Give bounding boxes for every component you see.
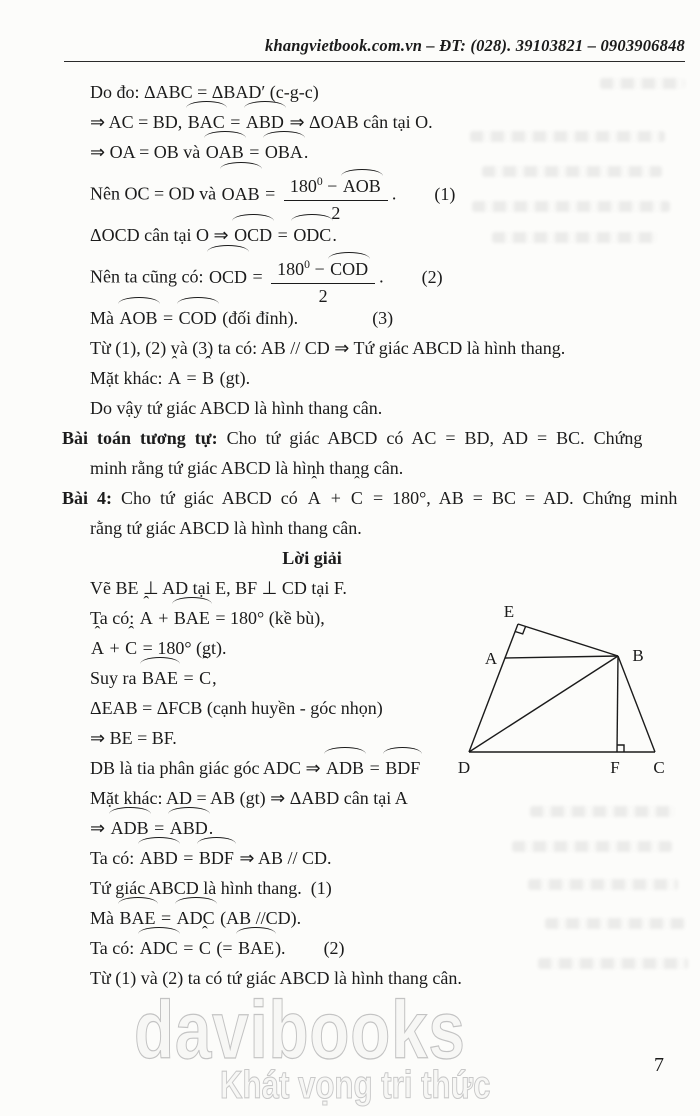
angle-arc: ABD <box>139 843 179 873</box>
figure-label-A: A <box>484 649 498 668</box>
equation-tag: (2) <box>421 266 443 287</box>
angle-hat: ˆ C <box>125 623 138 658</box>
angle-arc: OBA <box>264 137 304 167</box>
text-line: Mặt khác: AD = AB (gt) ⇒ ΔABD cân tại A <box>90 788 408 808</box>
text-line: Mặt khác: ˆ A = ˆ B (gt). <box>0 363 700 393</box>
text-line: ⇒ BE = BF. <box>90 728 177 748</box>
angle-arc: COD <box>329 258 369 281</box>
angle-arc: BDF <box>384 753 421 783</box>
angle-arc: ADC <box>176 903 216 933</box>
text-line: Tứ giác ABCD là hình thang. (1) <box>90 878 332 898</box>
angle-arc: BAE <box>141 663 179 693</box>
text-line: ˆ A + ˆ C = 180° (gt). <box>0 633 700 663</box>
angle-arc: ABD <box>169 813 209 843</box>
fraction: $180^0$ − AOB 2 <box>284 167 388 224</box>
angle-hat: ˆ A <box>139 593 153 628</box>
angle-arc: ADC <box>139 933 179 963</box>
text-line: Lời giải <box>282 548 342 568</box>
figure-label-F: F <box>610 758 620 777</box>
text-line: Nên ta cũng có: OCD = $180^0$ − COD 2 . (2) <box>0 250 700 303</box>
page-header <box>64 36 685 62</box>
equation-tag: (1) <box>434 183 456 204</box>
angle-arc: OCD <box>208 251 248 304</box>
angle-hat: ˆ C <box>350 473 363 508</box>
angle-arc: ABD <box>245 107 285 137</box>
text-line: DB là tia phân giác góc ADC ⇒ ADB = BDF <box>0 753 700 783</box>
text-line: Bài toán tương tự: Cho tứ giác ABCD có AC = BD, AD = BC. Chứng <box>62 428 643 448</box>
text-line: minh rằng tứ giác ABCD là hình thang cân. <box>90 458 404 478</box>
angle-hat: ˆ C <box>198 923 211 958</box>
figure-label-D: D <box>457 758 471 777</box>
header-text: khangvietbook.com.vn – ĐT: (028). 39103821 – 0903906848 <box>265 36 685 55</box>
angle-hat: ˆ A <box>307 473 321 508</box>
angle-arc: BAC <box>187 107 226 137</box>
watermark-slogan: Khát vọng tri thức <box>220 1064 491 1107</box>
angle-arc: AOB <box>342 175 382 198</box>
book-page <box>0 36 700 1116</box>
fraction: $180^0$ − COD 2 <box>271 250 375 307</box>
watermark-brand: davibooks <box>134 985 466 1076</box>
angle-arc: ODC <box>292 220 332 250</box>
angle-arc: BAE <box>119 903 157 933</box>
angle-arc: ADB <box>110 813 150 843</box>
angle-arc: OAB <box>221 168 261 221</box>
equation-tag: (2) <box>323 938 345 958</box>
text-line: ⇒ OA = OB và OAB = OBA. <box>0 137 700 167</box>
figure-label-B: B <box>632 646 644 665</box>
text-line: Mà BAE = ADC (AB //CD). <box>0 903 700 933</box>
text-line: Suy ra BAE = ˆ C, <box>0 663 700 693</box>
content-lines <box>0 62 700 993</box>
text-line: Ta có: ˆ A + BAE = 180° (kề bù), <box>0 603 700 633</box>
angle-hat: ˆ A <box>91 623 104 658</box>
text-line: Từ (1) và (2) ta có tứ giác ABCD là hình thang cân. <box>90 968 462 988</box>
text-line: Bài 4: Cho tứ giác ABCD có ˆ A + ˆ C = 180°, AB = BC = AD. Chứng minh <box>0 483 700 513</box>
text-line: Do vậy tứ giác ABCD là hình thang cân. <box>90 398 383 418</box>
text-line: Mà AOB = COD (đối đỉnh). (3) <box>0 303 700 333</box>
angle-arc: BDF <box>198 843 235 873</box>
angle-arc: OAB <box>205 137 245 167</box>
angle-hat: ˆ A <box>167 353 181 388</box>
text-line: rằng tứ giác ABCD là hình thang cân. <box>90 518 362 538</box>
angle-arc: BAE <box>173 603 211 633</box>
angle-arc: COD <box>178 303 218 333</box>
text-line: Từ (1), (2) và (3) ta có: AB // CD ⇒ Tứ giác ABCD là hình thang. <box>90 338 566 358</box>
text-line: Nên OC = OD và OAB = $180^0$ − AOB 2 . (1) <box>0 167 700 220</box>
page-number: 7 <box>654 1054 664 1076</box>
text-line: ΔOCD cân tại O ⇒ OCD = ODC. <box>0 220 700 250</box>
angle-arc: AOB <box>119 303 159 333</box>
text-line: Ta có: ADC = ˆ C (= BAE). (2) <box>0 933 700 963</box>
angle-arc: OCD <box>233 220 273 250</box>
text-line: Do đo: ΔABC = ΔBAD′ (c-g-c) <box>90 82 319 102</box>
angle-arc: BAE <box>237 933 275 963</box>
angle-hat: ˆ B <box>202 353 215 388</box>
figure-label-C: C <box>653 758 665 777</box>
angle-hat: ˆ C <box>199 653 212 688</box>
figure-label-E: E <box>503 602 515 621</box>
text-line: ΔEAB = ΔFCB (cạnh huyền - góc nhọn) <box>90 698 383 718</box>
equation-tag: (3) <box>336 308 394 328</box>
text-line: ⇒ ADB = ABD. <box>0 813 700 843</box>
angle-arc: ADB <box>325 753 365 783</box>
text-line: ⇒ AC = BD, BAC = ABD ⇒ ΔOAB cân tại O. <box>0 107 700 137</box>
text-line: Ta có: ABD = BDF ⇒ AB // CD. <box>0 843 700 873</box>
text-line: Vẽ BE ⊥ AD tại E, BF ⊥ CD tại F. <box>90 578 347 598</box>
